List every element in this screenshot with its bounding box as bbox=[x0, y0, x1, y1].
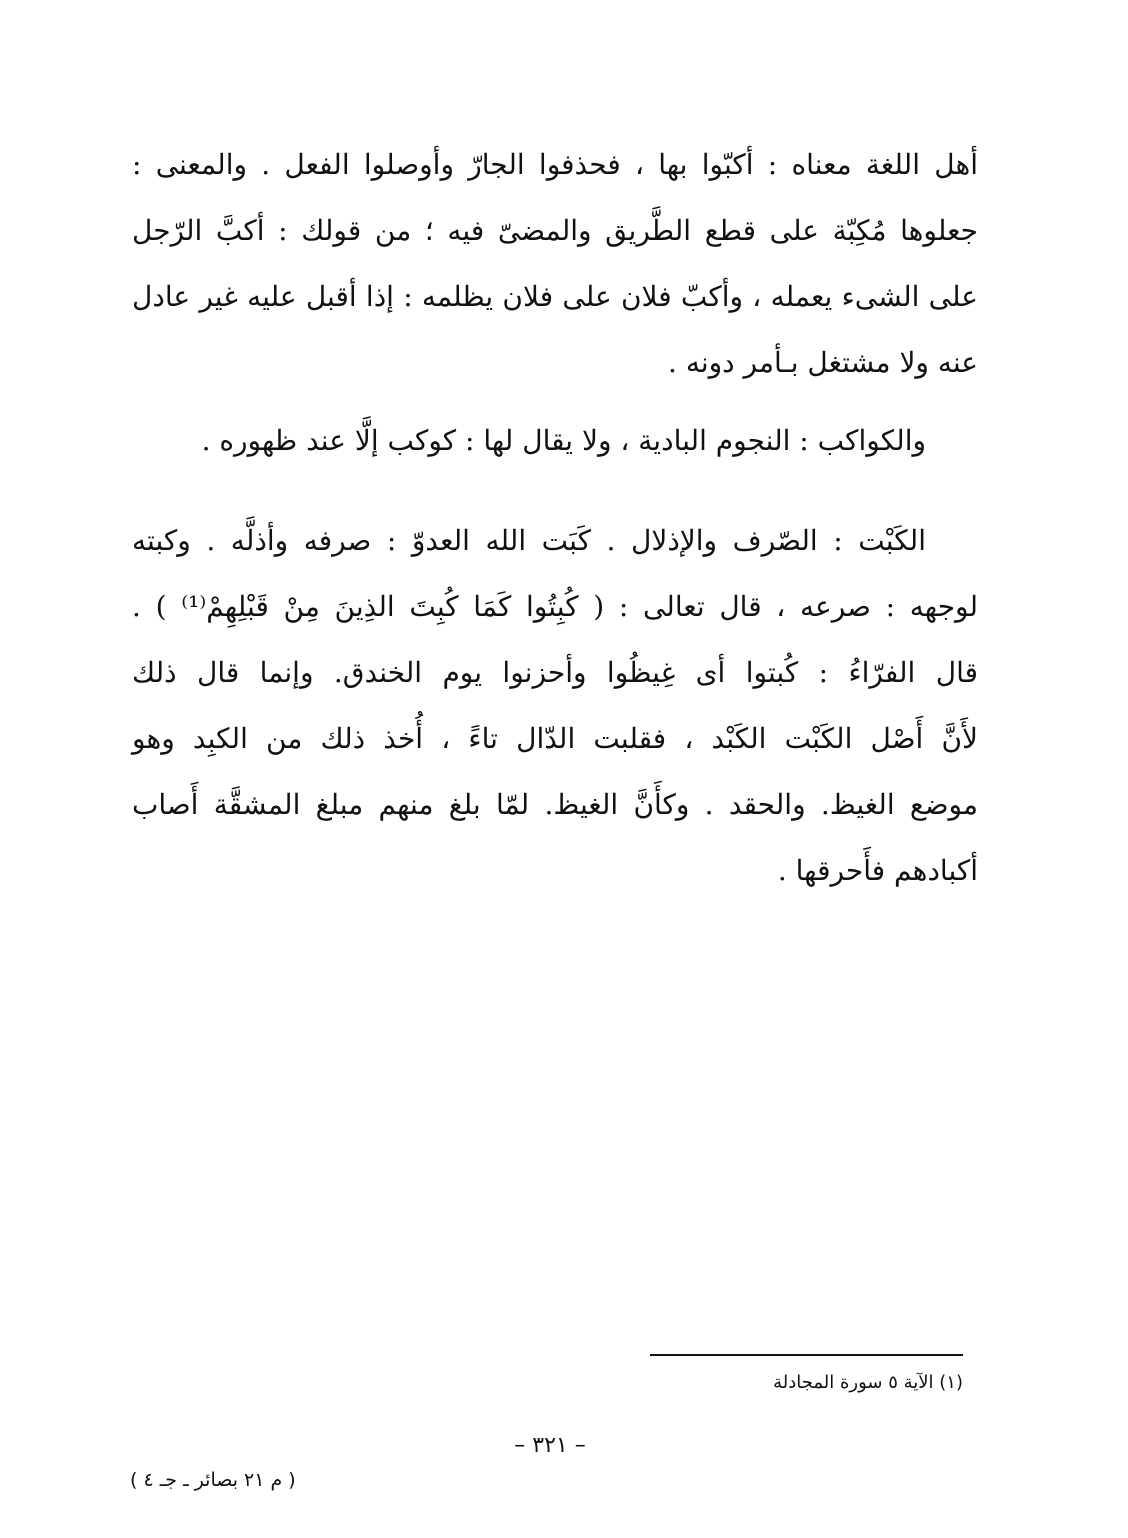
footnote-divider bbox=[650, 1354, 963, 1356]
text-line: لأَنَّ أَصْل الكَبْت الكَبْد ، فقلبت الدّال تاءً ، أُخذ ذلك من الكبِد وهو bbox=[132, 722, 978, 755]
page-number: – ٣٢١ – bbox=[514, 1433, 586, 1458]
text-line: أهل اللغة معناه : أكبّوا بها ، فحذفوا الجارّ وأوصلوا الفعل . والمعنى : bbox=[132, 148, 978, 181]
text-line: عنه ولا مشتغل بـأمر دونه . bbox=[668, 346, 978, 379]
printer-signature: ( م ٢١ بصائر ـ جـ ٤ ) bbox=[130, 1469, 296, 1491]
text-line: لوجهه : صرعه ، قال تعالى : ( كُبِتُوا كَمَا كُبِتَ الذِينَ مِنْ قَبْلِهِمْ⁽¹⁾ ) . bbox=[132, 590, 978, 623]
footnote: (١) الآية ٥ سورة المجادلة bbox=[773, 1372, 963, 1393]
paragraph-2 bbox=[132, 408, 978, 474]
text-line: الكَبْت : الصّرف والإذلال . كَبَت الله العدوّ : صرفه وأذلَّه . وكبته bbox=[132, 524, 926, 557]
text-line: على الشىء يعمله ، وأكبّ فلان على فلان يظلمه : إذا أقبل عليه غير عادل bbox=[132, 280, 978, 313]
text-line: جعلوها مُكِبّة على قطع الطَّريق والمضىّ فيه ؛ من قولك : أكبَّ الرّجل bbox=[132, 214, 978, 247]
text-line: والكواكب : النجوم البادية ، ولا يقال لها : كوكب إلَّا عند ظهوره . bbox=[201, 424, 926, 457]
text-line: قال الفرّاءُ : كُبتوا أى غِيظُوا وأحزنوا يوم الخندق. وإنما قال ذلك bbox=[132, 656, 978, 689]
paragraph-3 bbox=[132, 508, 978, 904]
paragraph-1 bbox=[132, 132, 978, 396]
text-line: أكبادهم فأَحرقها . bbox=[777, 854, 978, 887]
text-line: موضع الغيظ. والحقد . وكأَنَّ الغيظ. لمّا بلغ منهم مبلغ المشقَّة أَصاب bbox=[132, 788, 978, 821]
